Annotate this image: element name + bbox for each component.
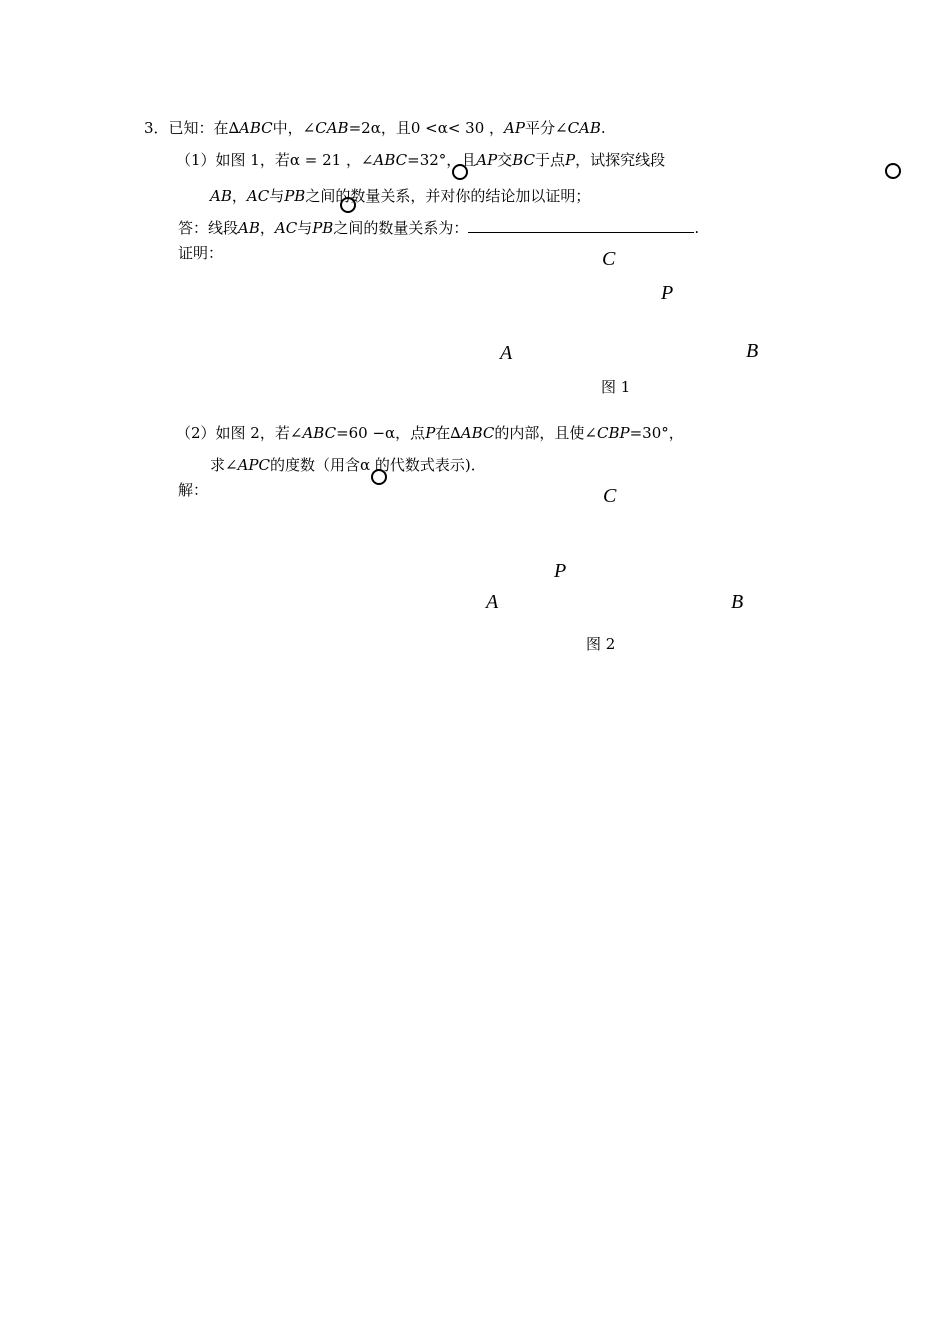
solution-label: 解： <box>178 481 209 499</box>
fig1-label-p: P <box>661 282 674 304</box>
part2-question-line1: （2）如图 2，若∠ABC=60 −α，点P在∆ABC的内部，且使∠CBP=30°， <box>176 424 684 442</box>
circle-mark <box>885 163 901 179</box>
answer-blank[interactable] <box>468 218 694 233</box>
fig2-label-c: C <box>603 485 617 507</box>
part1-question-line1: （1）如图 1，若α = 21 ，∠ABC=32°，且AP交BC于点P，试探究线段 <box>176 151 666 169</box>
circle-mark <box>452 164 468 180</box>
fig2-label-a: A <box>486 591 499 613</box>
circle-mark <box>340 197 356 213</box>
fig2-label-p: P <box>554 560 567 582</box>
part2-question-line2: 求∠APC的度数（用含α 的代数式表示)． <box>210 456 486 474</box>
fig1-label-a: A <box>500 342 513 364</box>
fig1-label-c: C <box>602 248 616 270</box>
problem-statement: 3．已知：在∆ABC中，∠CAB=2α，且0 <α< 30 ，AP平分∠CAB. <box>144 119 606 137</box>
fig1-label-b: B <box>746 340 759 362</box>
fig1-caption: 图 1 <box>601 378 631 396</box>
circle-mark <box>371 469 387 485</box>
problem-number: 3． <box>144 119 169 137</box>
proof-label: 证明： <box>178 244 224 262</box>
part1-question-line2: AB，AC与PB之间的数量关系，并对你的结论加以证明； <box>210 187 591 205</box>
fig2-caption: 图 2 <box>586 635 616 653</box>
fig2-label-b: B <box>731 591 744 613</box>
part1-answer-line: 答：线段AB，AC与PB之间的数量关系为： . <box>178 219 700 237</box>
